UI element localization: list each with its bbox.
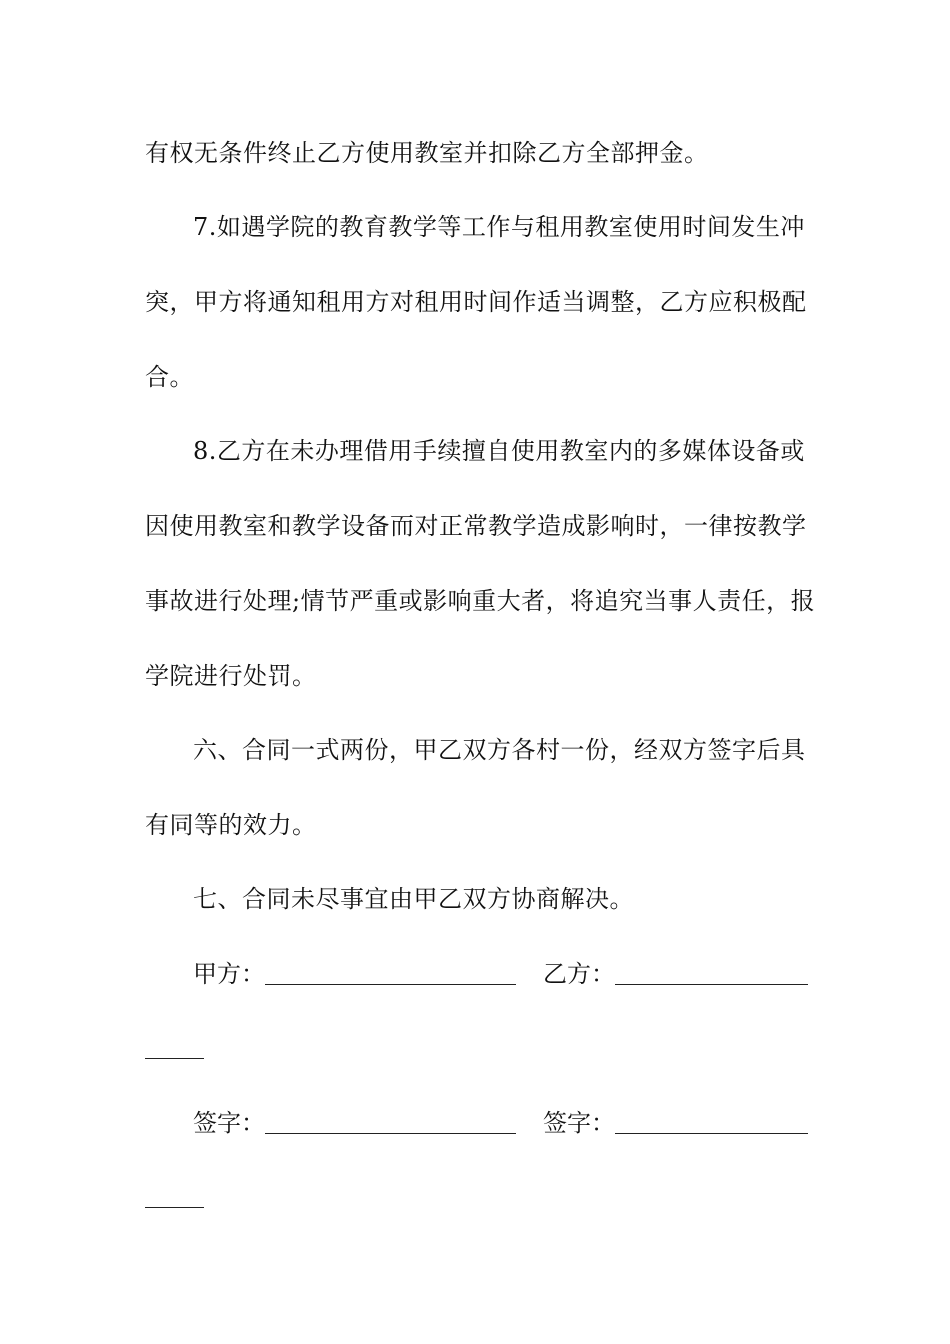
sign-b-blank-line-continuation: [145, 1207, 204, 1208]
party-b-blank-line[interactable]: [615, 984, 808, 985]
sign-signature-row: [193, 1108, 808, 1138]
sign-a-label: 签字：: [193, 1109, 265, 1137]
paragraph-line: 学院进行处罚。: [145, 662, 317, 690]
sign-b-label: 签字：: [543, 1109, 615, 1137]
party-signature-row: [193, 959, 808, 989]
party-a-label: 甲方：: [193, 960, 265, 988]
paragraph-line: 8.乙方在未办理借用手续擅自使用教室内的多媒体设备或: [193, 437, 805, 465]
paragraph-line: 突，甲方将通知租用方对租用时间作适当调整，乙方应积极配: [145, 288, 807, 316]
party-b-blank-line-continuation: [145, 1058, 204, 1059]
paragraph-line: 六、合同一式两份，甲乙双方各村一份，经双方签字后具: [193, 736, 806, 764]
party-b-label: 乙方：: [543, 960, 615, 988]
paragraph-line: 有权无条件终止乙方使用教室并扣除乙方全部押金。: [145, 139, 709, 167]
paragraph-line: 7.如遇学院的教育教学等工作与租用教室使用时间发生冲: [193, 213, 805, 241]
sign-b-blank-line[interactable]: [615, 1133, 808, 1134]
paragraph-line: 有同等的效力。: [145, 811, 317, 839]
paragraph-line: 合。: [145, 363, 194, 391]
party-a-blank-line[interactable]: [265, 984, 516, 985]
paragraph-line: 因使用教室和教学设备而对正常教学造成影响时，一律按教学: [145, 512, 807, 540]
paragraph-line: 事故进行处理;情节严重或影响重大者，将追究当事人责任，报: [145, 587, 816, 615]
paragraph-line: 七、合同未尽事宜由甲乙双方协商解决。: [193, 885, 634, 913]
sign-a-blank-line[interactable]: [265, 1133, 516, 1134]
